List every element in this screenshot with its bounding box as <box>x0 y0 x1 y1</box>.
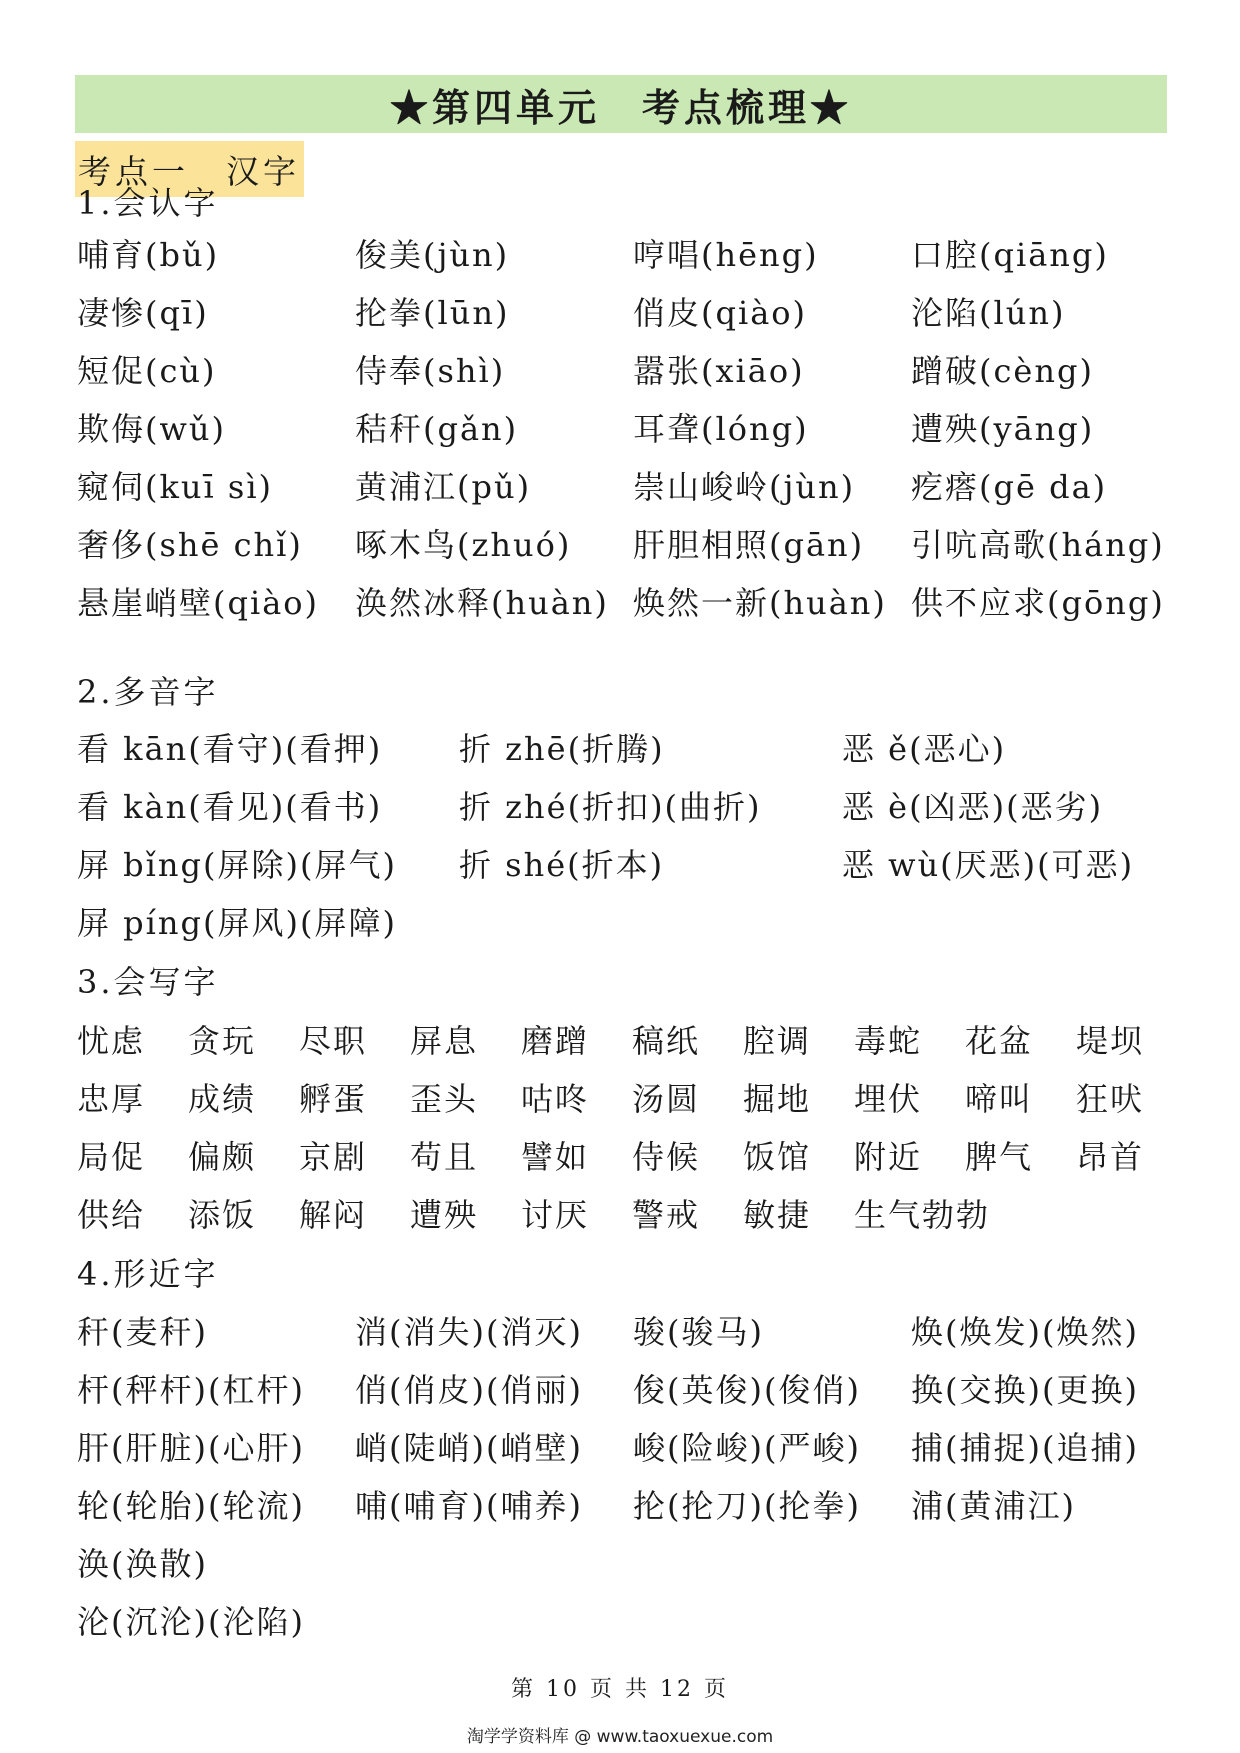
writing-word: 咕咚 <box>521 1080 590 1118</box>
polyphone-item: 折 shé(折本) <box>459 846 665 884</box>
polyphone-item: 恶 ě(恶心) <box>842 730 1007 768</box>
similar-item: 骏(骏马) <box>633 1313 764 1351</box>
writing-word: 敏捷 <box>743 1196 812 1234</box>
subheading-recognize: 1.会认字 <box>77 184 219 222</box>
recognize-item: 短促(cù) <box>77 352 217 390</box>
section-heading: 考点一 汉字 <box>75 141 304 197</box>
writing-word: 局促 <box>77 1138 146 1176</box>
writing-word: 譬如 <box>521 1138 590 1176</box>
similar-item: 杆(秤杆)(杠杆) <box>77 1371 305 1409</box>
polyphone-item: 折 zhē(折腾) <box>459 730 665 768</box>
similar-item: 焕(焕发)(焕然) <box>911 1313 1139 1351</box>
recognize-item: 秸秆(gǎn) <box>355 410 519 448</box>
recognize-item: 耳聋(lóng) <box>633 410 809 448</box>
subheading-similar: 4.形近字 <box>77 1255 219 1293</box>
similar-item: 涣(涣散) <box>77 1545 208 1583</box>
page-title: ★第四单元 考点梳理★ <box>389 84 852 130</box>
recognize-item: 俊美(jùn) <box>355 236 510 274</box>
recognize-item: 沦陷(lún) <box>911 294 1066 332</box>
writing-word: 昂首 <box>1076 1138 1145 1176</box>
writing-word: 歪头 <box>410 1080 479 1118</box>
writing-word: 添饭 <box>188 1196 257 1234</box>
polyphone-item: 屏 píng(屏风)(屏障) <box>77 904 397 942</box>
similar-item: 峭(陡峭)(峭壁) <box>355 1429 583 1467</box>
writing-word: 忠厚 <box>77 1080 146 1118</box>
similar-item: 消(消失)(消灭) <box>355 1313 583 1351</box>
similar-item: 秆(麦秆) <box>77 1313 208 1351</box>
writing-word: 京剧 <box>299 1138 368 1176</box>
writing-word: 孵蛋 <box>299 1080 368 1118</box>
similar-item: 肝(肝脏)(心肝) <box>77 1429 305 1467</box>
writing-word: 掘地 <box>743 1080 812 1118</box>
polyphone-item: 折 zhé(折扣)(曲折) <box>459 788 762 826</box>
writing-word: 解闷 <box>299 1196 368 1234</box>
recognize-item: 遭殃(yāng) <box>911 410 1095 448</box>
recognize-item: 抡拳(lūn) <box>355 294 510 332</box>
recognize-item: 黄浦江(pǔ) <box>355 468 532 506</box>
writing-word: 偏颇 <box>188 1138 257 1176</box>
similar-item: 哺(哺育)(哺养) <box>355 1487 583 1525</box>
writing-word: 饭馆 <box>743 1138 812 1176</box>
writing-word: 花盆 <box>965 1022 1034 1060</box>
similar-item: 抡(抡刀)(抡拳) <box>633 1487 861 1525</box>
watermark: 淘学学资料库 @ www.taoxuexue.com <box>466 1727 774 1747</box>
writing-word: 稿纸 <box>632 1022 701 1060</box>
writing-word: 贪玩 <box>188 1022 257 1060</box>
subheading-polyphone: 2.多音字 <box>77 673 219 711</box>
writing-word: 遭殃 <box>410 1196 479 1234</box>
recognize-item: 嚣张(xiāo) <box>633 352 805 390</box>
recognize-item: 崇山峻岭(jùn) <box>633 468 856 506</box>
writing-word: 成绩 <box>188 1080 257 1118</box>
recognize-item: 供不应求(gōng) <box>911 584 1165 622</box>
writing-word: 生气勃勃 <box>854 1196 991 1234</box>
page-title-bar <box>75 75 1167 133</box>
recognize-item: 俏皮(qiào) <box>633 294 808 332</box>
polyphone-item: 看 kān(看守)(看押) <box>77 730 383 768</box>
similar-item: 换(交换)(更换) <box>911 1371 1139 1409</box>
recognize-item: 奢侈(shē chǐ) <box>77 526 303 564</box>
writing-word: 尽职 <box>299 1022 368 1060</box>
recognize-item: 引吭高歌(háng) <box>911 526 1165 564</box>
recognize-item: 窥伺(kuī sì) <box>77 468 274 506</box>
writing-word: 狂吠 <box>1076 1080 1145 1118</box>
writing-word: 苟且 <box>410 1138 479 1176</box>
polyphone-item: 看 kàn(看见)(看书) <box>77 788 383 826</box>
recognize-item: 涣然冰释(huàn) <box>355 584 609 622</box>
recognize-item: 啄木鸟(zhuó) <box>355 526 572 564</box>
writing-word: 讨厌 <box>521 1196 590 1234</box>
recognize-item: 蹭破(cèng) <box>911 352 1094 390</box>
writing-word: 供给 <box>77 1196 146 1234</box>
similar-item: 俊(英俊)(俊俏) <box>633 1371 861 1409</box>
writing-word: 毒蛇 <box>854 1022 923 1060</box>
similar-item: 沦(沉沦)(沦陷) <box>77 1603 305 1641</box>
recognize-item: 欺侮(wǔ) <box>77 410 226 448</box>
polyphone-item: 屏 bǐng(屏除)(屏气) <box>77 846 397 884</box>
recognize-item: 肝胆相照(gān) <box>633 526 865 564</box>
similar-item: 俏(俏皮)(俏丽) <box>355 1371 583 1409</box>
writing-word: 磨蹭 <box>521 1022 590 1060</box>
recognize-item: 口腔(qiāng) <box>911 236 1109 274</box>
similar-item: 峻(险峻)(严峻) <box>633 1429 861 1467</box>
writing-word: 埋伏 <box>854 1080 923 1118</box>
recognize-item: 哺育(bǔ) <box>77 236 220 274</box>
writing-word: 屏息 <box>410 1022 479 1060</box>
page-number: 第 10 页 共 12 页 <box>511 1677 729 1702</box>
similar-item: 浦(黄浦江) <box>911 1487 1076 1525</box>
writing-word: 忧虑 <box>77 1022 146 1060</box>
subheading-writing: 3.会写字 <box>77 963 219 1001</box>
polyphone-item: 恶 wù(厌恶)(可恶) <box>842 846 1135 884</box>
recognize-item: 凄惨(qī) <box>77 294 209 332</box>
writing-word: 腔调 <box>743 1022 812 1060</box>
recognize-item: 疙瘩(gē da) <box>911 468 1108 506</box>
writing-word: 啼叫 <box>965 1080 1034 1118</box>
writing-word: 警戒 <box>632 1196 701 1234</box>
writing-word: 附近 <box>854 1138 923 1176</box>
writing-word: 侍候 <box>632 1138 701 1176</box>
polyphone-item: 恶 è(凶恶)(恶劣) <box>842 788 1104 826</box>
recognize-item: 侍奉(shì) <box>355 352 506 390</box>
writing-word: 脾气 <box>965 1138 1034 1176</box>
similar-item: 轮(轮胎)(轮流) <box>77 1487 305 1525</box>
recognize-item: 悬崖峭壁(qiào) <box>77 584 320 622</box>
recognize-item: 哼唱(hēng) <box>633 236 819 274</box>
recognize-item: 焕然一新(huàn) <box>633 584 887 622</box>
similar-item: 捕(捕捉)(追捕) <box>911 1429 1139 1467</box>
writing-word: 堤坝 <box>1076 1022 1145 1060</box>
writing-word: 汤圆 <box>632 1080 701 1118</box>
